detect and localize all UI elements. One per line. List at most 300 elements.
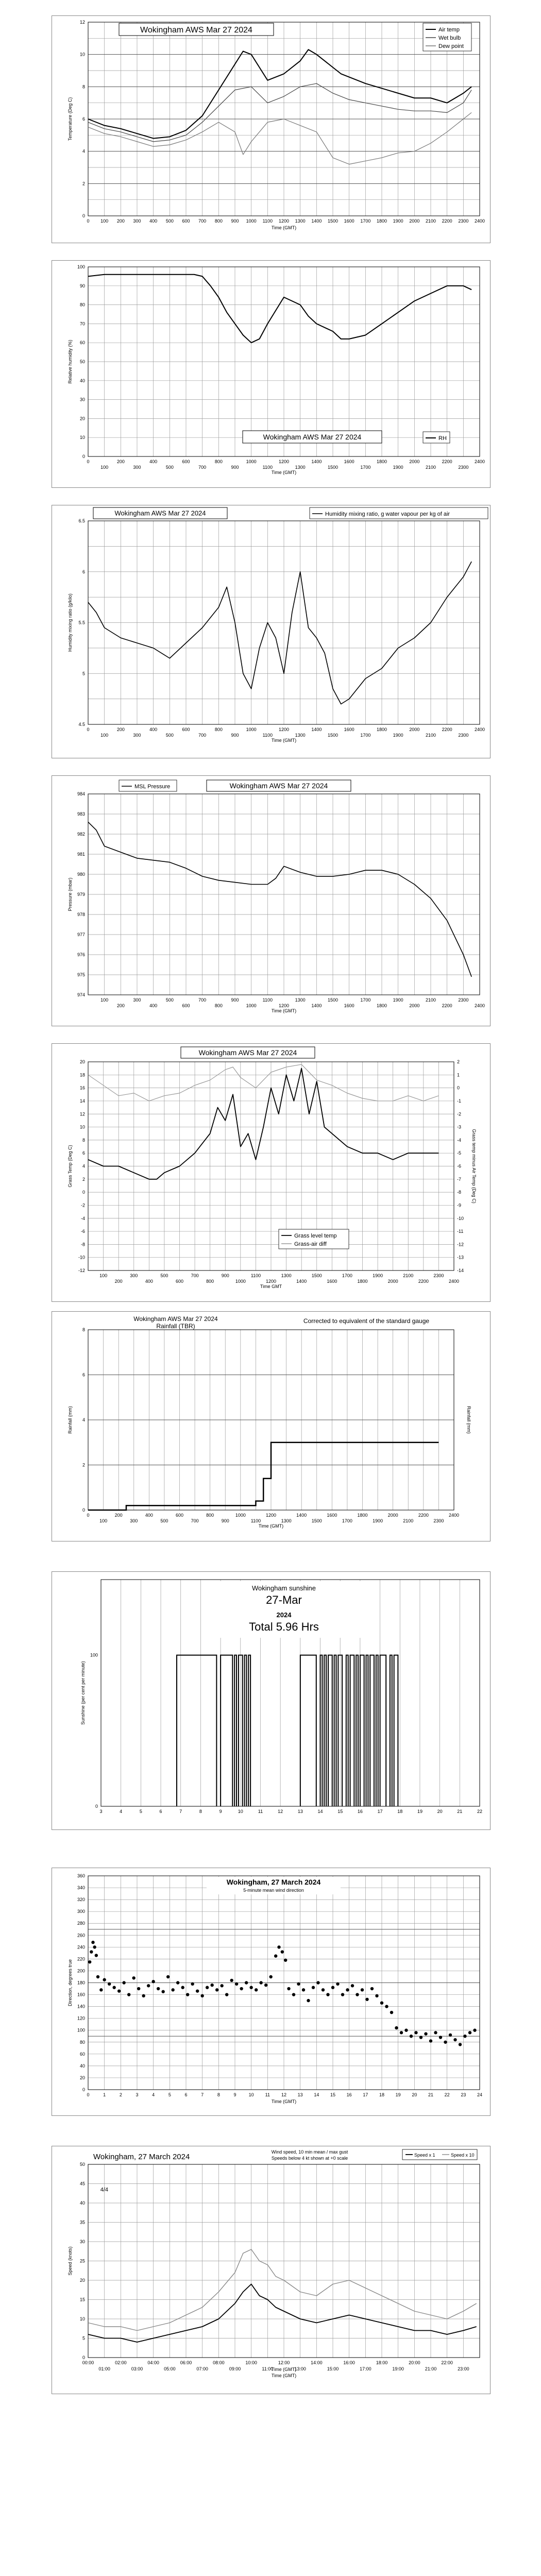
x-tick-label: 100 xyxy=(100,997,109,1003)
chart-subtitle: Wind speed, 10 min mean / max gust xyxy=(271,2149,348,2155)
x-tick-label: 300 xyxy=(130,1273,138,1278)
y-tick-label: 979 xyxy=(77,892,85,897)
y-tick-label: 140 xyxy=(77,2004,85,2009)
wind-direction-point xyxy=(191,1982,194,1986)
x-tick-label: 2000 xyxy=(409,459,420,464)
x-tick-label: 400 xyxy=(145,1513,153,1518)
y2-tick-label: -7 xyxy=(457,1176,462,1182)
wind-direction-point xyxy=(375,1994,378,1997)
y-axis-label: Direction, degrees true xyxy=(67,1959,73,2007)
x-tick-label: 900 xyxy=(231,733,239,738)
x-axis-label: Time (GMT) xyxy=(258,1523,284,1529)
y-tick-label: 0 xyxy=(82,2355,85,2360)
wind-direction-point xyxy=(132,1976,135,1979)
x-tick-label: 2400 xyxy=(448,1513,460,1518)
chart-title: Wokingham AWS Mar 27 2024 xyxy=(114,509,206,517)
wind-direction-point xyxy=(274,1954,277,1957)
wind-direction-point xyxy=(281,1950,284,1953)
x-tick-label: 500 xyxy=(165,218,174,224)
wind-direction-point xyxy=(269,1975,272,1978)
y-tick-label: 160 xyxy=(77,1992,85,1997)
x-tick-label: 800 xyxy=(206,1513,214,1518)
x-tick-label: 2400 xyxy=(448,1279,460,1284)
wind-direction-point xyxy=(255,1988,258,1991)
x-tick-label: 600 xyxy=(182,459,190,464)
y-tick-label: 20 xyxy=(79,1059,85,1064)
wind-direction-point xyxy=(171,1988,174,1991)
y-tick-label: -10 xyxy=(78,1255,85,1260)
y-tick-label: 974 xyxy=(77,992,85,997)
wind-direction-point xyxy=(400,2031,403,2034)
x-tick-label: 21 xyxy=(428,2092,434,2097)
gridlines xyxy=(88,794,480,995)
x-tick-label: 600 xyxy=(175,1279,184,1284)
y-tick-label: 15 xyxy=(79,2297,85,2302)
wind-direction-point xyxy=(220,1984,223,1987)
x-tick-label: 2400 xyxy=(474,1003,485,1008)
wind-direction-point xyxy=(302,1988,305,1991)
x-tick-label: 4 xyxy=(152,2092,155,2097)
x-axis-label: Time (GMT) xyxy=(271,738,297,743)
wind-direction-point xyxy=(331,1986,334,1989)
wind-direction-point xyxy=(249,1986,252,1989)
x-tick-label: 200 xyxy=(116,727,125,732)
x-tick-label: 1400 xyxy=(296,1513,307,1518)
y-tick-label: 35 xyxy=(79,2219,85,2225)
x-tick-label: 2100 xyxy=(403,1273,414,1278)
wind-direction-point xyxy=(434,2031,437,2034)
chart-total: Total 5.96 Hrs xyxy=(249,1620,319,1633)
y-tick-label: 6 xyxy=(82,116,85,122)
x-tick-label: 06:00 xyxy=(180,2360,192,2365)
x-tick-label: 1100 xyxy=(262,733,273,738)
x-tick-label: 19 xyxy=(395,2092,401,2097)
wind-direction-point xyxy=(93,1945,96,1948)
x-tick-label: 1400 xyxy=(311,1003,322,1008)
y-tick-label: 200 xyxy=(77,1968,85,1974)
pressure-chart xyxy=(52,776,490,1026)
x-tick-label: 1900 xyxy=(393,218,403,224)
sunshine-bar xyxy=(320,1655,323,1806)
sunshine-chart-panel xyxy=(52,1571,491,1830)
y-axis-label: Speed (knots) xyxy=(67,2246,73,2276)
x-tick-label: 1400 xyxy=(311,218,322,224)
x-tick-label: 2100 xyxy=(403,1518,414,1523)
x-tick-label: 2400 xyxy=(474,727,485,732)
y-tick-label: 40 xyxy=(79,378,85,383)
x-tick-label: 1500 xyxy=(327,218,339,224)
chart-title: Wokingham AWS Mar 27 2024 xyxy=(198,1048,297,1057)
chart-note: Corrected to equivalent of the standard gauge xyxy=(303,1317,430,1325)
wind-direction-point xyxy=(439,2036,442,2039)
gridlines xyxy=(88,2164,480,2358)
x-tick-label: 2000 xyxy=(409,1003,420,1008)
sunshine-bar xyxy=(248,1655,250,1806)
wind-direction-chart-panel xyxy=(52,1868,491,2116)
x-tick-label: 300 xyxy=(133,218,141,224)
x-tick-label: 21 xyxy=(457,1809,463,1814)
legend-entry: Wet bulb xyxy=(438,35,461,41)
x-tick-label: 2200 xyxy=(442,1003,452,1008)
y2-tick-label: -10 xyxy=(457,1215,464,1221)
y2-tick-label: -4 xyxy=(457,1137,462,1143)
sunshine-bar xyxy=(380,1655,386,1806)
wind-direction-point xyxy=(240,1987,243,1990)
x-tick-label: 1600 xyxy=(344,727,354,732)
x-tick-label: 22 xyxy=(477,1809,483,1814)
y2-tick-label: -11 xyxy=(457,1229,464,1234)
legend-entry: Humidity mixing ratio, g water vapour per kg of air xyxy=(325,511,450,517)
y-tick-label: 40 xyxy=(79,2063,85,2069)
x-tick-label: 600 xyxy=(175,1513,184,1518)
x-tick-label: 1700 xyxy=(342,1518,352,1523)
pressure-chart-panel xyxy=(52,775,491,1026)
x-tick-label: 700 xyxy=(198,733,207,738)
x-tick-label: 2300 xyxy=(458,733,469,738)
x-tick-label: 1200 xyxy=(265,1279,277,1284)
wet-bulb-line xyxy=(88,83,471,142)
x-tick-label: 200 xyxy=(114,1279,123,1284)
x-tick-label: 2100 xyxy=(425,733,436,738)
x-tick-label: 2000 xyxy=(387,1279,398,1284)
y-tick-label: 10 xyxy=(79,52,85,57)
sunshine-bar xyxy=(350,1655,354,1806)
y-axis-label: Relative humidity (%) xyxy=(67,340,73,384)
x-tick-label: 900 xyxy=(221,1273,229,1278)
x-tick-label: 2200 xyxy=(418,1279,429,1284)
wind-direction-point xyxy=(117,1989,121,1992)
x-tick-label: 1100 xyxy=(262,465,273,470)
wind-direction-point xyxy=(181,1986,184,1989)
x-tick-label: 100 xyxy=(100,733,109,738)
wind-direction-point xyxy=(429,2039,432,2042)
x-tick-label: 6 xyxy=(184,2092,188,2097)
grass-temp-line xyxy=(88,1069,438,1179)
x-tick-label: 300 xyxy=(133,465,141,470)
wind-direction-point xyxy=(91,1941,94,1944)
x-tick-label: 300 xyxy=(130,1518,138,1523)
x-tick-label: 2000 xyxy=(409,727,420,732)
x-tick-label: 1100 xyxy=(262,218,273,224)
wind-direction-point xyxy=(103,1978,106,1981)
y-tick-label: 12 xyxy=(79,1111,85,1117)
gridlines xyxy=(88,1062,454,1270)
x-tick-label: 1000 xyxy=(235,1279,246,1284)
sunshine-bar xyxy=(376,1655,378,1806)
y-tick-label: 0 xyxy=(95,1804,98,1809)
wind-direction-point xyxy=(225,1993,228,1996)
wind-direction-point xyxy=(90,1950,93,1953)
x-tick-label: 700 xyxy=(198,465,207,470)
x-tick-label: 1300 xyxy=(281,1518,292,1523)
x-tick-label: 1000 xyxy=(235,1513,246,1518)
legend-entry: Speed x 10 xyxy=(451,2153,475,2158)
x-tick-label: 18 xyxy=(397,1809,403,1814)
x-tick-label: 2100 xyxy=(425,465,436,470)
y-tick-label: 70 xyxy=(79,321,85,327)
wind-direction-point xyxy=(127,1993,130,1996)
y-axis-label: Pressure (mbar) xyxy=(67,877,73,911)
y-tick-label: -2 xyxy=(80,1202,85,1208)
x-tick-label: 18 xyxy=(379,2092,385,2097)
y-axis-label: Sunshine (per cent per minute) xyxy=(80,1661,86,1725)
y-tick-label: 260 xyxy=(77,1933,85,1938)
y-tick-label: 5 xyxy=(82,671,85,676)
x-tick-label: 16 xyxy=(357,1809,363,1814)
sunshine-bar xyxy=(366,1655,368,1806)
x-tick-label: 900 xyxy=(221,1518,229,1523)
x-tick-label: 04:00 xyxy=(147,2360,159,2365)
x-tick-label: 22 xyxy=(444,2092,450,2097)
x-tick-label: 100 xyxy=(100,218,109,224)
chart-subtitle-2: Speeds below 4 kt shown at +0 scale xyxy=(271,2156,348,2161)
x-tick-label: 1500 xyxy=(327,465,339,470)
y-tick-label: 60 xyxy=(79,2051,85,2057)
x-tick-label: 00:00 xyxy=(82,2360,94,2365)
x-tick-label: 1800 xyxy=(376,459,387,464)
x-tick-label: 01:00 xyxy=(98,2366,110,2371)
y-tick-label: 0 xyxy=(82,2087,85,2092)
chart-date: 27-Mar xyxy=(266,1594,302,1606)
chart-year: 2024 xyxy=(276,1611,292,1619)
x-tick-label: 300 xyxy=(133,997,141,1003)
x-tick-label: 2000 xyxy=(387,1513,398,1518)
x-axis-label: Time (GMT) xyxy=(271,1008,297,1013)
humidity-chart-panel xyxy=(52,260,491,488)
x-tick-label: 20 xyxy=(437,1809,443,1814)
x-tick-label: 1500 xyxy=(327,997,339,1003)
y-tick-label: 16 xyxy=(79,1085,85,1091)
mean-speed-line xyxy=(88,2284,477,2343)
x-tick-label: 18:00 xyxy=(376,2360,388,2365)
y-tick-label: 983 xyxy=(77,811,85,817)
wind-direction-point xyxy=(419,2036,422,2039)
x-tick-label: 0 xyxy=(87,727,90,732)
y2-tick-label: -12 xyxy=(457,1242,464,1247)
wind-direction-point xyxy=(390,2011,393,2014)
x-tick-label: 1200 xyxy=(278,459,290,464)
y-tick-label: 975 xyxy=(77,972,85,977)
x-tick-label: 800 xyxy=(214,459,223,464)
legend-entry: Air temp xyxy=(438,27,460,33)
x-tick-label: 700 xyxy=(191,1273,199,1278)
y-tick-label: 6.5 xyxy=(78,518,85,523)
y-axis-label: Humidity mixing ratio (g/kilo) xyxy=(67,593,73,652)
y-tick-label: 220 xyxy=(77,1956,85,1962)
gridlines xyxy=(88,521,480,724)
wind-direction-point xyxy=(312,1986,315,1989)
wind-direction-point xyxy=(206,1986,209,1989)
x-tick-label: 11:00 xyxy=(262,2366,274,2371)
x-tick-label: 17 xyxy=(377,1809,383,1814)
x-tick-label: 1300 xyxy=(295,733,306,738)
x-tick-label: 08:00 xyxy=(213,2360,225,2365)
x-tick-label: 03:00 xyxy=(131,2366,143,2371)
x-tick-label: 1400 xyxy=(296,1279,307,1284)
wind-direction-point xyxy=(157,1987,160,1990)
x-tick-label: 1500 xyxy=(311,1273,322,1278)
x-tick-label: 11 xyxy=(258,1809,263,1814)
wind-direction-point xyxy=(385,2005,388,2008)
x-tick-label: 14:00 xyxy=(311,2360,323,2365)
y-tick-label: 5 xyxy=(82,2335,85,2341)
x-tick-label: 1900 xyxy=(393,997,403,1003)
x-tick-label: 2300 xyxy=(458,465,469,470)
y-tick-label: 100 xyxy=(77,2027,85,2033)
wind-direction-point xyxy=(356,1993,359,1996)
wind-direction-point xyxy=(186,1993,189,1996)
wind-direction-point xyxy=(137,1987,140,1990)
y-tick-label: 10 xyxy=(79,435,85,440)
y-tick-label: 320 xyxy=(77,1897,85,1903)
grass-air-diff-line xyxy=(88,1064,438,1101)
x-tick-label: 02:00 xyxy=(115,2360,127,2365)
legend-entry: Grass-air diff xyxy=(294,1241,327,1247)
humidity-chart xyxy=(52,261,490,487)
sunshine-bar xyxy=(324,1655,326,1806)
wind-direction-point xyxy=(395,2026,398,2029)
y2-tick-label: -6 xyxy=(457,1163,462,1169)
wind-direction-point xyxy=(210,1984,213,1987)
y-tick-label: 6 xyxy=(82,1372,85,1378)
y-tick-label: 6 xyxy=(82,569,85,574)
y2-tick-label: -2 xyxy=(457,1111,462,1117)
x-tick-label: 2100 xyxy=(425,997,436,1003)
y-tick-label: 12 xyxy=(79,20,85,25)
wind-direction-point xyxy=(99,1988,103,1991)
wind-direction-point xyxy=(468,2031,471,2034)
y-axis-label: Grass Temp (Deg C) xyxy=(67,1145,73,1188)
wind-direction-point xyxy=(151,1980,155,1983)
y-tick-label: 30 xyxy=(79,2239,85,2244)
wind-direction-point xyxy=(96,1975,99,1978)
wind-direction-point xyxy=(259,1981,262,1984)
x-tick-label: 500 xyxy=(160,1518,168,1523)
x-tick-label: 700 xyxy=(198,997,207,1003)
wind-direction-point xyxy=(370,1987,374,1990)
wind-direction-point xyxy=(215,1988,218,1991)
x-tick-label: 19:00 xyxy=(392,2366,404,2371)
y-tick-label: -12 xyxy=(78,1268,85,1273)
x-tick-label: 2400 xyxy=(474,459,485,464)
y-tick-label: 30 xyxy=(79,397,85,402)
y-tick-label: 10 xyxy=(79,1124,85,1130)
x-tick-label: 1500 xyxy=(311,1518,322,1523)
y-tick-label: 50 xyxy=(79,2162,85,2167)
x-tick-label: 1100 xyxy=(250,1518,261,1523)
x-tick-label: 1600 xyxy=(327,1513,337,1518)
wind-direction-point xyxy=(196,1989,199,1992)
y-tick-label: 977 xyxy=(77,932,85,937)
y-tick-label: 6 xyxy=(82,1150,85,1156)
x-tick-label: 100 xyxy=(99,1273,108,1278)
x-tick-label: 11 xyxy=(265,2092,270,2097)
wind-direction-point xyxy=(473,2029,476,2032)
x-tick-label: 600 xyxy=(182,218,190,224)
wind-direction-point xyxy=(95,1954,98,1957)
x-tick-label: 1800 xyxy=(357,1513,368,1518)
wind-direction-chart xyxy=(52,1868,490,2115)
wind-direction-point xyxy=(336,1982,339,1986)
y-tick-label: -4 xyxy=(80,1215,85,1221)
y-tick-label: 4 xyxy=(82,1163,85,1169)
wind-direction-point xyxy=(176,1981,179,1984)
x-tick-label: 500 xyxy=(165,465,174,470)
x-tick-label: 2300 xyxy=(458,997,469,1003)
x-tick-label: 1300 xyxy=(295,997,306,1003)
x-tick-label: 900 xyxy=(231,997,239,1003)
x-tick-label: 23:00 xyxy=(458,2366,469,2371)
x-tick-label: 7 xyxy=(201,2092,204,2097)
y-axis-label: Rainfall (mm) xyxy=(67,1406,73,1434)
y-tick-label: 300 xyxy=(77,1909,85,1914)
grass-temp-chart xyxy=(52,1044,490,1301)
wind-direction-point xyxy=(346,1988,349,1991)
y-tick-label: 0 xyxy=(82,1190,85,1195)
x-tick-label: 09:00 xyxy=(229,2366,241,2371)
y2-tick-label: -5 xyxy=(457,1150,462,1156)
x-axis-label: Time GMT xyxy=(260,1284,282,1289)
x-tick-label: 1700 xyxy=(360,218,371,224)
gridlines xyxy=(88,267,480,456)
y-tick-label: 60 xyxy=(79,340,85,346)
wind-direction-point xyxy=(277,1945,280,1948)
x-tick-label: 200 xyxy=(116,1003,125,1008)
x-tick-label: 24 xyxy=(477,2092,483,2097)
x-tick-label: 200 xyxy=(116,459,125,464)
wind-direction-point xyxy=(463,2035,466,2038)
x-tick-label: 1100 xyxy=(250,1273,261,1278)
pressure-line xyxy=(88,822,471,977)
chart-subtitle: 5-minute mean wind direction xyxy=(243,1888,304,1893)
chart-title: Wokingham AWS Mar 27 2024 xyxy=(133,1315,218,1323)
x-tick-label: 10 xyxy=(238,1809,243,1814)
x-tick-label: 1000 xyxy=(246,1003,257,1008)
x-tick-label: 1300 xyxy=(295,218,306,224)
gridlines xyxy=(88,1330,454,1510)
sunshine-bar xyxy=(370,1655,374,1806)
wind-direction-point xyxy=(414,2031,417,2034)
y-tick-label: 20 xyxy=(79,416,85,421)
y-tick-label: 8 xyxy=(82,1137,85,1143)
sunshine-bar xyxy=(221,1655,232,1806)
x-tick-label: 8 xyxy=(217,2092,220,2097)
y-tick-label: 5.5 xyxy=(78,620,85,625)
x-tick-label: 1600 xyxy=(344,1003,354,1008)
y2-tick-label: 0 xyxy=(457,1085,460,1091)
mixing-ratio-chart xyxy=(52,505,490,758)
x-tick-label: 15 xyxy=(330,2092,336,2097)
y-tick-label: 180 xyxy=(77,1980,85,1986)
x-tick-label: 400 xyxy=(149,218,158,224)
x-tick-label: 1000 xyxy=(246,459,257,464)
y-tick-label: 982 xyxy=(77,832,85,837)
y2-tick-label: -8 xyxy=(457,1190,462,1195)
x-tick-label: 1800 xyxy=(376,727,387,732)
sunshine-bar xyxy=(177,1655,216,1806)
x-tick-label: 1300 xyxy=(295,465,306,470)
x-tick-label: 1600 xyxy=(344,459,354,464)
y2-tick-label: 2 xyxy=(457,1059,460,1064)
x-tick-label: 2200 xyxy=(442,459,452,464)
wind-direction-point xyxy=(297,1982,300,1986)
wind-direction-point xyxy=(307,1999,310,2002)
x-tick-label: 12:00 xyxy=(278,2360,290,2365)
x-tick-label: 1800 xyxy=(376,218,387,224)
y2-axis-label: Grass temp minus Air Temp (Deg C) xyxy=(471,1129,477,1204)
x-tick-label: 100 xyxy=(99,1518,108,1523)
y2-tick-label: 1 xyxy=(457,1072,460,1078)
